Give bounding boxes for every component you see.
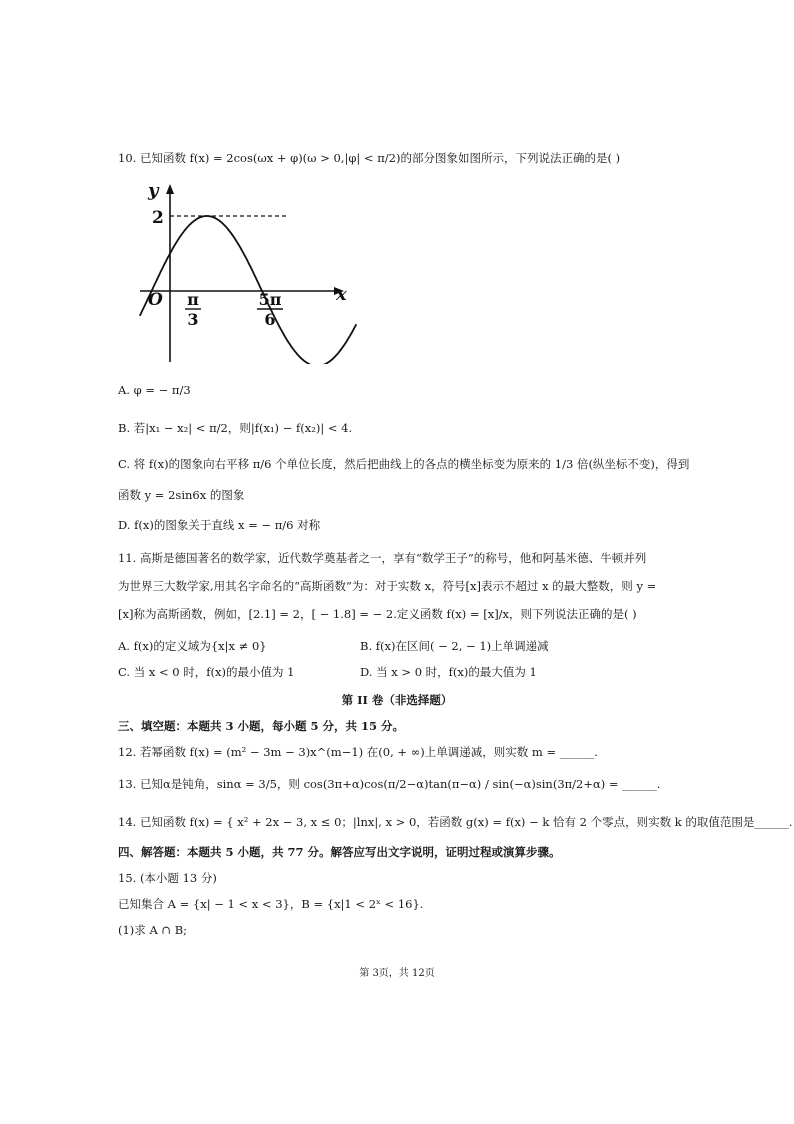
- q10-option-d: D. f(x)的图象关于直线 x = − π/6 对称: [118, 518, 321, 532]
- y-axis-label: y: [148, 180, 159, 201]
- x-tick1-numerator: π: [187, 290, 199, 309]
- q11-stem-line1: 11. 高斯是德国著名的数学家，近代数学奠基者之一，享有“数学王子”的称号，他和阿基米德、牛顿并列: [118, 551, 647, 565]
- q14: 14. 已知函数 f(x) = { x² + 2x − 3, x ≤ 0；|lnx|, x > 0，若函数 g(x) = f(x) − k 恰有 2 个零点，则实数 k 的取值范围是______.: [118, 815, 793, 829]
- q11-option-a: A. f(x)的定义域为{x|x ≠ 0}: [118, 639, 267, 653]
- q12: 12. 若幂函数 f(x) = (m² − 3m − 3)x^(m−1) 在(0, + ∞)上单调递减，则实数 m = ______.: [118, 745, 598, 759]
- x-tick2-numerator: 5π: [258, 290, 282, 309]
- q10-option-c-line1: C. 将 f(x)的图象向右平移 π/6 个单位长度，然后把曲线上的各点的横坐标变为原来的 1/3 倍(纵坐标不变)，得到: [118, 457, 690, 471]
- q15-part1: (1)求 A ∩ B;: [118, 923, 188, 937]
- part4-heading: 四、解答题：本题共 5 小题，共 77 分。解答应写出文字说明，证明过程或演算步骤。: [118, 845, 561, 859]
- q11-stem-line3: [x]称为高斯函数，例如，[2.1] = 2，[ − 1.8] = − 2.定义函数 f(x) = [x]/x，则下列说法正确的是( ): [118, 607, 637, 621]
- y-axis-arrow: [166, 184, 174, 194]
- q11-option-d: D. 当 x > 0 时，f(x)的最大值为 1: [360, 665, 537, 679]
- q10-option-c-line2: 函数 y = 2sin6x 的图象: [118, 488, 245, 502]
- q13: 13. 已知α是钝角，sinα = 3/5，则 cos(3π+α)cos(π/2−α)tan(π−α) / sin(−α)sin(3π/2+α) = ______.: [118, 777, 661, 791]
- x-tick2-denominator: 6: [264, 310, 276, 329]
- origin-label: O: [148, 290, 163, 310]
- q10-option-b: B. 若|x₁ − x₂| < π/2，则|f(x₁) − f(x₂)| < 4.: [118, 421, 353, 435]
- q10-option-a: A. φ = − π/3: [118, 383, 191, 397]
- q11-option-b: B. f(x)在区间( − 2, − 1)上单调递减: [360, 639, 549, 653]
- x-tick1-denominator: 3: [187, 310, 199, 329]
- section2-title: 第 II 卷（非选择题）: [341, 693, 453, 707]
- q15-header: 15. (本小题 13 分): [118, 871, 217, 885]
- q11-option-c: C. 当 x < 0 时，f(x)的最小值为 1: [118, 665, 295, 679]
- cosine-curve: [140, 216, 356, 364]
- q10-stem: 10. 已知函数 f(x) = 2cos(ωx + φ)(ω > 0,|φ| < π/2)的部分图象如图所示，下列说法正确的是( ): [118, 151, 621, 165]
- x-axis-label: x: [336, 284, 347, 305]
- q11-stem-line2: 为世界三大数学家,用其名字命名的“高斯函数”为：对于实数 x，符号[x]表示不超过 x 的最大整数，则 y =: [118, 579, 657, 593]
- y-tick-label: 2: [152, 208, 164, 228]
- part3-heading: 三、填空题：本题共 3 小题，每小题 5 分，共 15 分。: [118, 719, 405, 733]
- page-footer: 第 3页，共 12页: [359, 968, 435, 979]
- cosine-graph: [126, 178, 362, 364]
- q15-given: 已知集合 A = {x| − 1 < x < 3}，B = {x|1 < 2ˣ < 16}.: [118, 897, 424, 911]
